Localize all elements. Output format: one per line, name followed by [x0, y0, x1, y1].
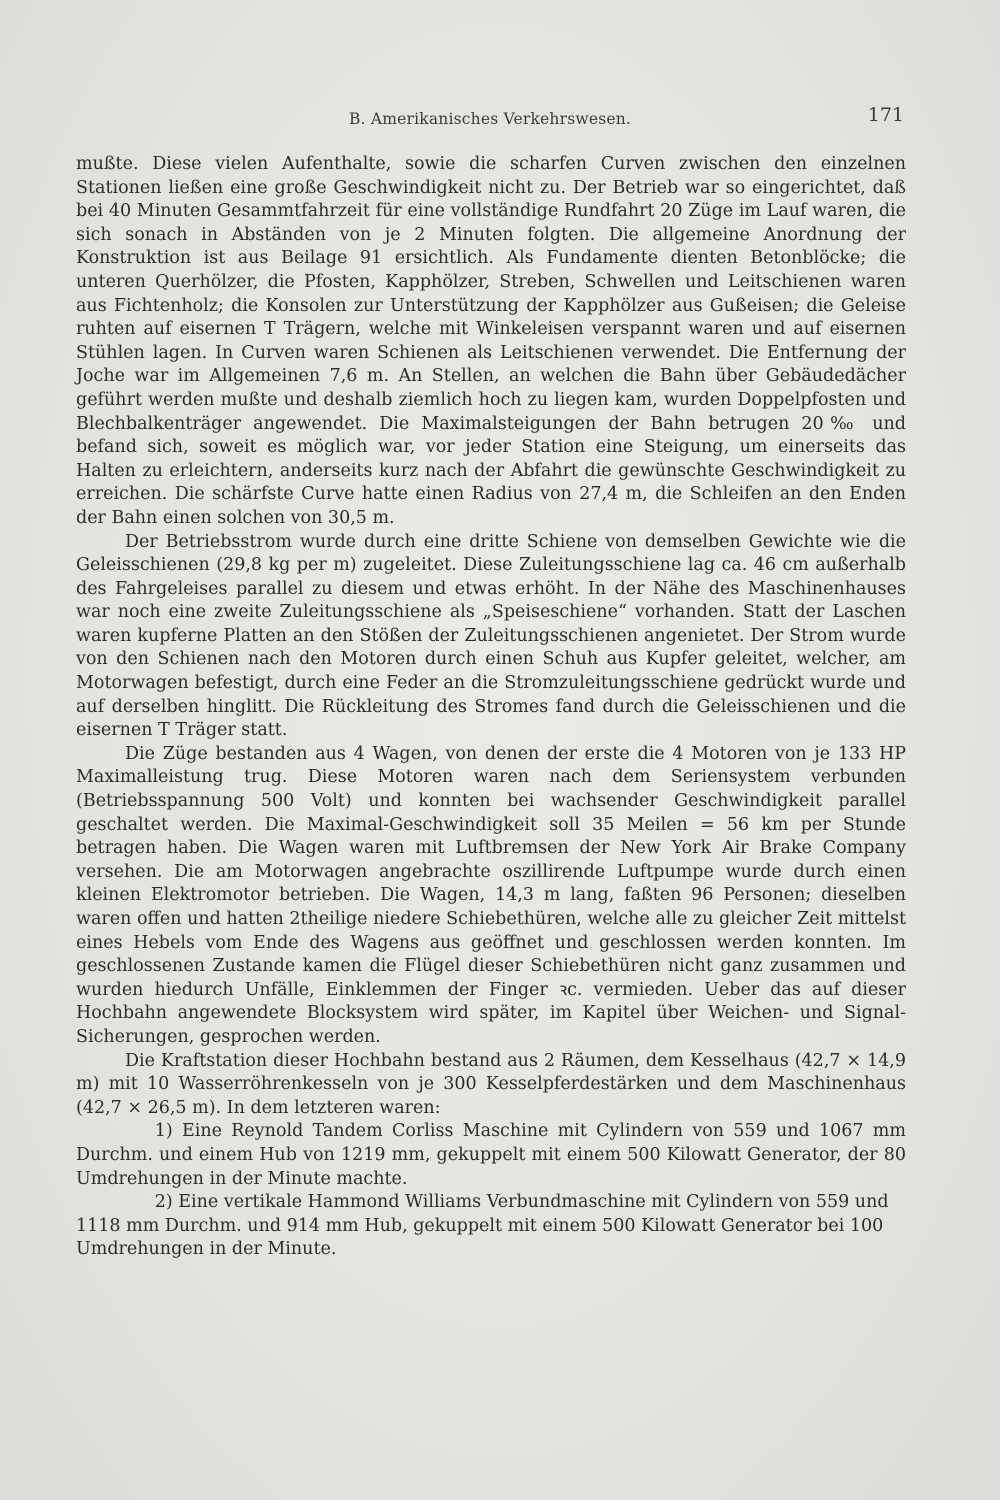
running-head	[76, 104, 904, 134]
list-item-engine-2: 2) Eine vertikale Hammond Williams Verbundmaschine mit Cylindern von 559 und 1118 mm Durchm. und 914 mm Hub, gekuppelt mit einem 500 Kilowatt Generator bei 100 Umdrehungen in der Minute.	[76, 1192, 889, 1260]
page-number: 171	[867, 104, 904, 126]
list-item-engine-1: 1) Eine Reynold Tandem Corliss Maschine mit Cylindern von 559 und 1067 mm Durchm. und einem Hub von 1219 mm, gekuppelt mit einem 500 Kilowatt Generator, der 80 Umdrehungen in der Minute machte.	[76, 1121, 906, 1189]
paragraph-trains: Die Züge bestanden aus 4 Wagen, von denen der erste die 4 Motoren von je 133 HP Maximalleistung trug. Diese Motoren waren nach dem Seriensystem verbunden (Betriebsspannung 500 Volt) und konnten bei wachsender Geschwindigkeit parallel geschaltet werden. Die Maximal-Geschwindigkeit soll 35 Meilen = 56 km per Stunde betragen haben. Die Wagen waren mit Luftbremsen der New York Air Brake Company versehen. Die am Motorwagen angebrachte oszillirende Luftpumpe wurde durch einen kleinen Elektromotor betrieben. Die Wagen, 14,3 m lang, faßten 96 Personen; dieselben waren offen und hatten 2theilige niedere Schiebethüren, welche alle zu gleicher Zeit mittelst eines Hebels vom Ende des Wagens aus geöffnet und geschlossen werden konnten. Im geschlossenen Zustande kamen die Flügel dieser Schiebethüren nicht ganz zusammen und wurden hiedurch Unfälle, Einklemmen der Finger ꝛc. vermieden. Ueber das auf dieser Hochbahn angewendete Blocksystem wird später, im Kapitel über Weichen- und Signal-Sicherungen, gesprochen werden.	[76, 743, 906, 1047]
paragraph-construction: mußte. Diese vielen Aufenthalte, sowie die scharfen Curven zwischen den einzelnen Stationen ließen eine große Geschwindigkeit nicht zu. Der Betrieb war so eingerichtet, daß bei 40 Minuten Gesammtfahrzeit für eine vollständige Rundfahrt 20 Züge im Lauf waren, die sich sonach in Abständen von je 2 Minuten folgten. Die allgemeine Anordnung der Konstruktion ist aus Beilage 91 ersichtlich. Als Fundamente dienten Betonblöcke; die unteren Querhölzer, die Pfosten, Kapphölzer, Streben, Schwellen und Leitschienen waren aus Fichtenholz; die Konsolen zur Unterstützung der Kapphölzer aus Gußeisen; die Geleise ruhten auf eisernen T Trägern, welche mit Winkeleisen verspannt waren und auf eisernen Stühlen lagen. In Curven waren Schienen als Leitschienen verwendet. Die Entfernung der Joche war im Allgemeinen 7,6 m. An Stellen, an welchen die Bahn über Gebäudedächer geführt werden mußte und deshalb ziemlich hoch zu liegen kam, wurden Doppelpfosten und Blechbalkenträger angewendet. Die Maximalsteigungen der Bahn betrugen 20‰ und befand sich, soweit es möglich war, vor jeder Station eine Steigung, um einerseits das Halten zu erleichtern, anderseits kurz nach der Abfahrt die gewünschte Geschwindigkeit zu erreichen. Die schärfste Curve hatte einen Radius von 27,4 m, die Schleifen an den Enden der Bahn einen solchen von 30,5 m.	[76, 154, 906, 528]
running-title: B. Amerikanisches Verkehrswesen.	[348, 110, 632, 128]
paragraph-power-station: Die Kraftstation dieser Hochbahn bestand aus 2 Räumen, dem Kesselhaus (42,7 × 14,9 m) mit 10 Wasserröhrenkesseln von je 300 Kesselpferdestärken und dem Maschinenhaus (42,7 × 26,5 m). In dem letzteren waren:	[76, 1050, 906, 1118]
paragraph-current-supply: Der Betriebsstrom wurde durch eine dritte Schiene von demselben Gewichte wie die Geleisschienen (29,8 kg per m) zugeleitet. Diese Zuleitungsschiene lag ca. 46 cm außerhalb des Fahrgeleises parallel zu diesem und etwas erhöht. In der Nähe des Maschinenhauses war noch eine zweite Zuleitungsschiene als „Speiseschiene“ vorhanden. Statt der Laschen waren kupferne Platten an den Stößen der Zuleitungsschienen angenietet. Der Strom wurde von den Schienen nach den Motoren durch einen Schuh aus Kupfer geleitet, welcher, am Motorwagen befestigt, durch eine Feder an die Stromzuleitungsschiene gedrückt wurde und auf derselben hinglitt. Die Rückleitung des Stromes fand durch die Geleisschienen und die eisernen T Träger statt.	[76, 531, 906, 741]
body-text	[76, 153, 906, 1262]
